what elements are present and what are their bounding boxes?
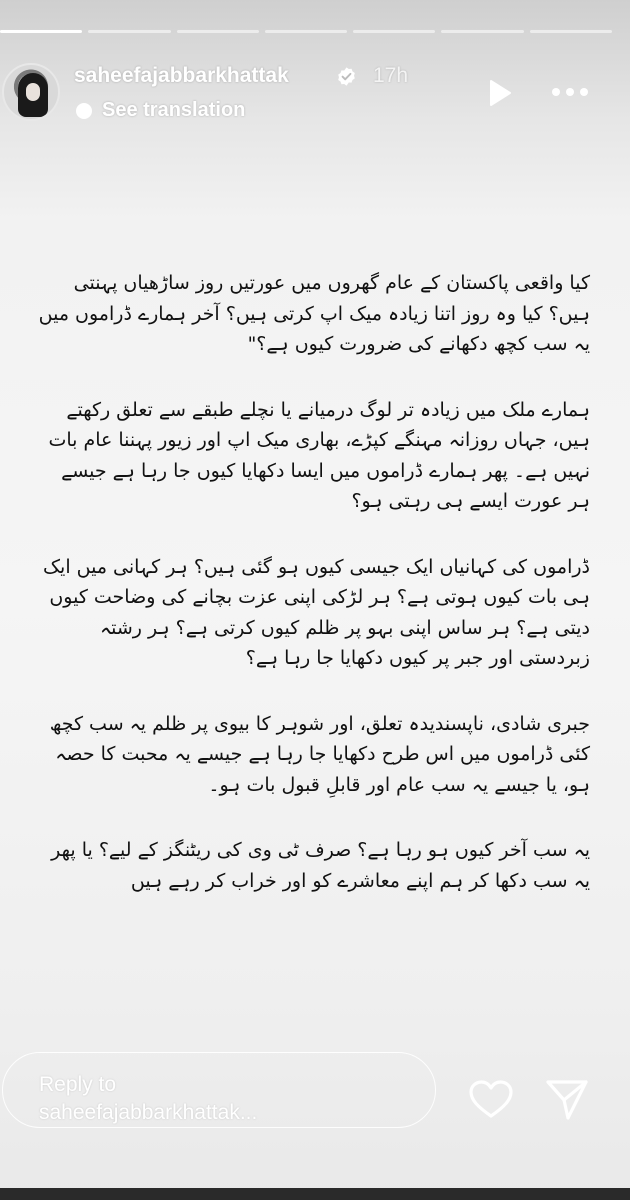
post-time: 17h [373, 64, 409, 87]
story-progress-bar [0, 30, 612, 33]
see-translation-button[interactable] [76, 99, 245, 122]
verified-badge-icon [336, 66, 357, 87]
avatar[interactable] [2, 63, 60, 121]
story-text [34, 268, 590, 931]
progress-segment [353, 30, 435, 33]
username-link[interactable]: saheefajabbarkhattak [74, 64, 289, 87]
reply-input[interactable] [2, 1052, 436, 1128]
story-paragraph: ہمارے ملک میں زیادہ تر لوگ درمیانے یا نچلے طبقے سے تعلق رکھتے ہیں، جہاں روزانہ مہنگے کپڑے، بھاری میک اپ اور زیور پہننا عام بات نہیں ہے۔ پھر ہمارے ڈراموں میں ایسا دکھایا کیوں جا رہا ہے جیسے ہر عورت ایسے ہی رہتی ہو؟ [48, 398, 590, 512]
story-paragraph: کیا واقعی پاکستان کے عام گھروں میں عورتیں روز ساڑھیاں پہنتی ہیں؟ کیا وہ روز اتنا زیادہ میک اپ کرتی ہیں؟ آخر ہمارے ڈراموں میں یہ سب کچھ دکھانے کی ضرورت کیوں ہے؟" [38, 272, 590, 355]
send-icon[interactable] [544, 1078, 590, 1122]
play-icon[interactable] [484, 78, 514, 108]
avatar-face [26, 83, 40, 101]
story-paragraph: جبری شادی، ناپسندیدہ تعلق، اور شوہر کا بیوی پر ظلم یہ سب کچھ کئی ڈراموں میں اس طرح دکھایا جا رہا ہے جیسے یہ محبت کا حصہ ہو، یا جیسے یہ سب عام اور قابلِ قبول بات ہو۔ [49, 712, 590, 796]
progress-segment [177, 30, 259, 33]
reply-placeholder-line2: saheefajabbarkhattak... [39, 1101, 258, 1124]
progress-segment [88, 30, 170, 33]
reply-placeholder-line1: Reply to [39, 1073, 117, 1096]
heart-icon[interactable] [468, 1080, 514, 1120]
more-dots-icon[interactable] [548, 80, 592, 104]
progress-segment [441, 30, 523, 33]
progress-segment [530, 30, 612, 33]
story-paragraph: یہ سب آخر کیوں ہو رہا ہے؟ صرف ٹی وی کی ریٹنگز کے لیے؟ یا پھر یہ سب دکھا کر ہم اپنے معاشرے کو اور خراب کر رہے ہیں [51, 839, 590, 892]
bottom-system-bar [0, 1188, 630, 1200]
progress-segment [0, 30, 82, 33]
story-paragraph: ڈراموں کی کہانیاں ایک جیسی کیوں ہو گئی ہیں؟ ہر کہانی میں ایک ہی بات کیوں ہوتی ہے؟ ہر لڑکی اپنی عزت بچانے کی وضاحت کیوں دیتی ہے؟ ہر ساس اپنی بہو پر ظلم کیوں کرتی ہے؟ ہر رشتہ زبردستی اور جبر پر کیوں دکھایا جا رہا ہے؟ [43, 555, 590, 669]
see-translation-label: See translation [102, 99, 246, 121]
translate-dot-icon [76, 103, 92, 119]
progress-segment [265, 30, 347, 33]
